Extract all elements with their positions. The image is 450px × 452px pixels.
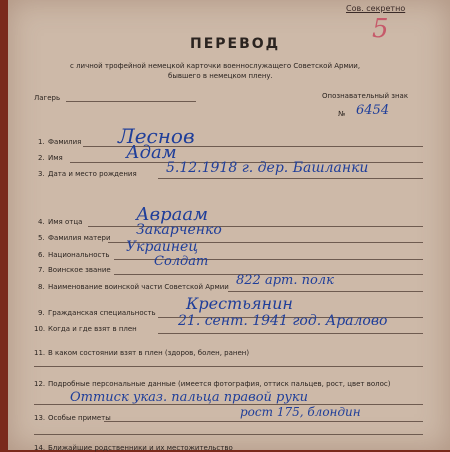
field-2-label: Имя: [48, 154, 63, 162]
field-14-number: 14.: [34, 444, 46, 452]
field-10-value: 21. сент. 1941 год. Араловo: [178, 313, 388, 329]
field-1-number: 1.: [38, 138, 45, 146]
field-7-label: Воинское звание: [48, 266, 111, 274]
field-12-value-continued: рост 175, блондин: [240, 405, 361, 419]
field-10-underline: [158, 333, 423, 334]
field-3-number: 3.: [38, 170, 45, 178]
field-12-value: Оттиск указ. пальца правой руки: [70, 390, 309, 405]
field-3-label: Дата и место рождения: [48, 170, 137, 178]
field-9-value: Крестьянин: [186, 294, 293, 313]
tag-number-value: 6454: [356, 103, 390, 118]
field-7-number: 7.: [38, 266, 45, 274]
page-number-mark: 5: [372, 14, 389, 44]
field-10-number: 10.: [34, 325, 46, 333]
document-subtitle-line-1: с личной трофейной немецкой карточки военнослужащего Советской Армии,: [70, 62, 361, 70]
document-subtitle-line-2: бывшего в немецком плену.: [168, 72, 273, 80]
field-2-value: Адам: [126, 142, 177, 163]
field-6-number: 6.: [38, 251, 45, 259]
document-title: ПЕРЕВОД: [190, 36, 281, 52]
field-6-value: Украинец: [126, 239, 199, 255]
field-5-label: Фамилия матери: [48, 234, 111, 242]
field-11-underline: [34, 366, 423, 367]
field-10-label: Когда и где взят в плен: [48, 325, 137, 333]
document-sheet: [8, 0, 450, 450]
field-4-value: Авраам: [136, 204, 209, 225]
field-13-label: Особые приметы: [48, 414, 111, 422]
field-12-number: 12.: [34, 380, 46, 388]
field-13-underline-2: [34, 434, 423, 435]
field-9-label: Гражданская специальность: [48, 309, 156, 317]
field-5-value: Закарченко: [136, 222, 222, 238]
field-3-value: 5.12.1918 г. дер. Башланки: [166, 160, 369, 176]
field-12-underline: [34, 404, 423, 405]
field-11-label: В каком состоянии взят в плен (здоров, болен, ранен): [48, 349, 250, 357]
field-7-value: Солдат: [154, 254, 209, 269]
field-6-label: Национальность: [48, 251, 110, 259]
field-14-label: Ближайшие родственники и их местожительство: [48, 444, 233, 452]
field-8-number: 8.: [38, 283, 45, 291]
field-2-number: 2.: [38, 154, 45, 162]
field-1-value: Леснов: [118, 124, 195, 148]
field-9-number: 9.: [38, 309, 45, 317]
tag-label: Опознавательный знак: [322, 92, 409, 100]
field-13-underline: [104, 421, 423, 422]
field-4-label: Имя отца: [48, 218, 83, 226]
tag-number-prefix: №: [338, 110, 346, 118]
field-4-number: 4.: [38, 218, 45, 226]
field-8-label: Наименование воинской части Советской Армии: [48, 283, 229, 291]
field-1-label: Фамилия: [48, 138, 82, 146]
field-8-underline: [228, 291, 423, 292]
field-3-underline: [158, 178, 423, 179]
classification-stamp: Сов. секретно: [346, 4, 406, 13]
camp-underline: [66, 101, 196, 102]
field-8-value: 822 арт. полк: [236, 273, 334, 288]
field-5-number: 5.: [38, 234, 45, 242]
field-11-number: 11.: [34, 349, 46, 357]
field-13-number: 13.: [34, 414, 46, 422]
field-12-label: Подробные персональные данные (имеется фотография, оттиск пальцев, рост, цвет волос): [48, 380, 391, 388]
camp-label: Лагерь: [34, 94, 61, 102]
